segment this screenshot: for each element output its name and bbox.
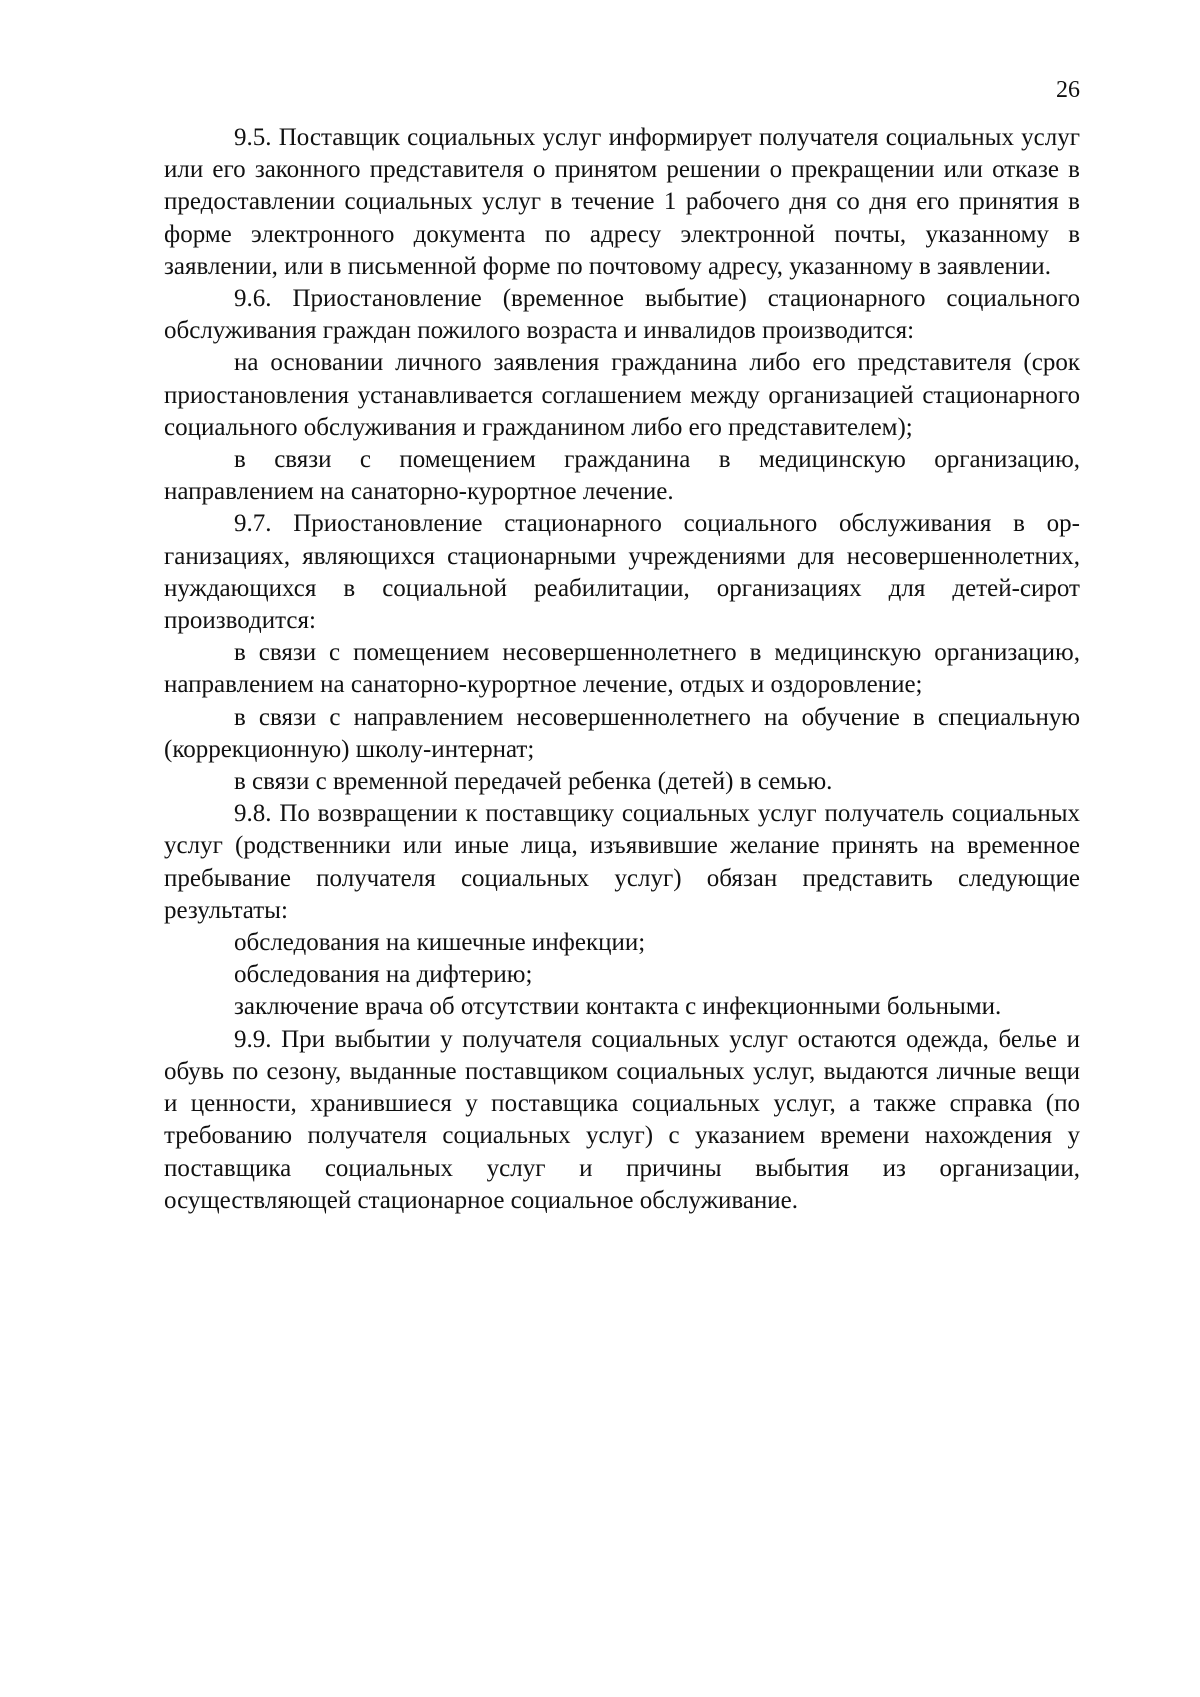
- paragraph-9-8: 9.8. По возвращении к поставщику социальных услуг получатель социальных услуг (родственники или иные лица, изъявившие желание принять на временное пребывание получателя социальных услуг) обязан представить следующие результаты:: [164, 800, 1080, 924]
- paragraph-9-8-item-2: обследования на дифтерию;: [234, 961, 533, 989]
- paragraph-9-6-item-1: на основании личного заявления гражданина либо его представителя (срок приостановления устанавливается соглашением между организацией стационарного социального обслуживания и гражданином либо его представителем);: [164, 349, 1080, 441]
- paragraph-9-8-item-1: обследования на кишечные инфекции;: [234, 929, 646, 957]
- paragraph-9-7-item-1: в связи с помещением несовершеннолетнего в медицинскую организацию, направлением на санаторно-курортное лечение, отдых и оздоровление;: [164, 639, 1080, 699]
- paragraph-9-7-item-3: в связи с временной передачей ребенка (детей) в семью.: [234, 768, 833, 796]
- paragraph-9-7-item-2: в связи с направлением несовершеннолетнего на обучение в специальную (коррекционную) школу-интернат;: [164, 703, 1080, 763]
- paragraph-9-5: 9.5. Поставщик социальных услуг информирует получателя социальных услуг или его законного представителя о принятом решении о прекращении или отказе в предоставлении социальных услуг в течение 1 рабочего дня со дня его принятия в форме электронного документа по адресу электронной почты, указанному в заявлении, или в письменной форме по почтовому адресу, указанному в заявлении.: [164, 124, 1080, 280]
- page-number: 26: [1056, 77, 1080, 103]
- paragraph-9-8-item-3: заключение врача об отсутствии контакта с инфекционными больными.: [234, 993, 1002, 1021]
- paragraph-9-9: 9.9. При выбытии у получателя социальных услуг остаются одежда, белье и обувь по сезону, выданные поставщиком социальных услуг, выдаются личные вещи и ценности, хранившиеся у поставщика социальных услуг, а также справка (по требованию получателя социальных услуг) с указанием времени нахождения у поставщика социальных услуг и причины выбытия из организации, осуществляющей стационарное социальное обслуживание.: [164, 1025, 1080, 1214]
- document-text: [164, 122, 1080, 1217]
- paragraph-9-6: 9.6. Приостановление (временное выбытие) стационарного социального обслуживания граждан пожилого возраста и инвалидов производится:: [164, 285, 1080, 345]
- paragraph-9-6-item-2: в связи с помещением гражданина в медицинскую организацию, направлением на санаторно-курортное лечение.: [164, 446, 1080, 506]
- paragraph-9-7: 9.7. Приостановление стационарного социального обслуживания в организациях, являющихся стационарными учреждениями для несовершеннолетних, нуждающихся в социальной реабилитации, организациях для детей-сирот производится:: [164, 510, 1080, 635]
